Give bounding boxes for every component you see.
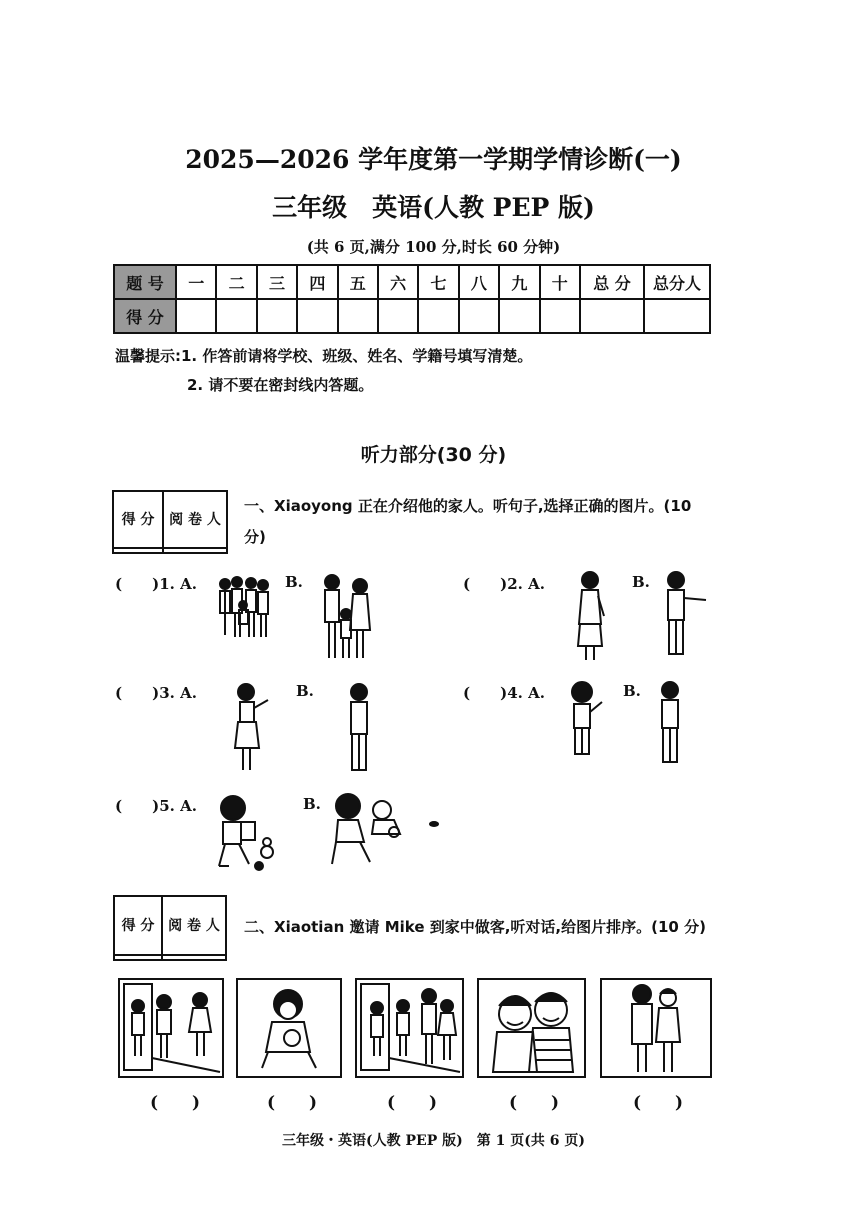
- score-col: 总分人: [644, 265, 710, 299]
- q2-answer-blank-2[interactable]: ( ): [267, 1093, 318, 1113]
- q2-grader-box: [113, 895, 227, 961]
- q1-item-1-b: B.: [285, 573, 303, 591]
- score-table: [113, 264, 711, 334]
- score-cell[interactable]: [540, 299, 580, 333]
- score-cell[interactable]: [418, 299, 458, 333]
- q2-picture-3: [355, 978, 464, 1078]
- q1-item-4-label: ( )4. A.: [463, 684, 545, 702]
- grader-reviewer-cell[interactable]: [162, 955, 226, 960]
- tips-line1: 温馨提示:1. 作答前请将学校、班级、姓名、学籍号填写清楚。: [115, 347, 533, 365]
- woman-picture: [572, 570, 608, 662]
- listening-section-title: 听力部分(30 分): [360, 444, 507, 466]
- score-cell[interactable]: [176, 299, 216, 333]
- exam-subject: 三年级 英语(人教 PEP 版): [272, 193, 595, 222]
- q1-item-2-b: B.: [632, 573, 650, 591]
- q2-picture-1: [118, 978, 224, 1078]
- q1-item-5-b: B.: [303, 795, 321, 813]
- score-col: 二: [216, 265, 256, 299]
- q1-item-2-label: ( )2. A.: [463, 575, 545, 593]
- q1-item-5-label: ( )5. A.: [115, 797, 197, 815]
- page-footer: 三年级・英语(人教 PEP 版) 第 1 页(共 6 页): [282, 1133, 585, 1149]
- girl-waving-picture: [230, 682, 272, 774]
- score-cell[interactable]: [499, 299, 539, 333]
- q2-answer-blank-1[interactable]: ( ): [150, 1093, 201, 1113]
- q1-item-4-b: B.: [623, 682, 641, 700]
- score-col: 七: [418, 265, 458, 299]
- score-table-row-label: 得 分: [114, 299, 176, 333]
- score-cell[interactable]: [338, 299, 378, 333]
- man-standing-picture: [345, 682, 373, 774]
- q2-answer-blank-4[interactable]: ( ): [509, 1093, 560, 1113]
- score-col: 六: [378, 265, 418, 299]
- exam-info: (共 6 页,满分 100 分,时长 60 分钟): [306, 238, 561, 256]
- grader-score-label: 得 分: [114, 896, 162, 955]
- score-cell[interactable]: [580, 299, 644, 333]
- boy-waving-picture: [566, 680, 608, 762]
- man-pointing-picture: [660, 570, 708, 660]
- boy-standing-picture: [656, 680, 686, 766]
- score-cell[interactable]: [378, 299, 418, 333]
- q1-title-line2: 分): [244, 528, 266, 546]
- score-table-header-label: 题 号: [114, 265, 176, 299]
- q1-item-3-b: B.: [296, 682, 314, 700]
- girl-sitting-picture: [215, 792, 285, 874]
- score-table-score-row: [114, 299, 710, 333]
- score-col: 十: [540, 265, 580, 299]
- q1-title: [244, 491, 724, 553]
- q2-answer-blank-5[interactable]: ( ): [633, 1093, 684, 1113]
- score-col: 八: [459, 265, 499, 299]
- grader-score-label: 得 分: [113, 491, 163, 548]
- exam-title: 2025—2026 学年度第一学期学情诊断(一): [185, 145, 682, 174]
- score-col: 四: [297, 265, 337, 299]
- family-group-picture: [215, 575, 271, 641]
- grader-reviewer-cell[interactable]: [163, 548, 227, 553]
- boy-and-baby-picture: [330, 792, 445, 872]
- score-col: 三: [257, 265, 297, 299]
- score-cell[interactable]: [297, 299, 337, 333]
- score-cell[interactable]: [644, 299, 710, 333]
- q1-grader-box: [112, 490, 228, 554]
- q1-title-line1: 一、Xiaoyong 正在介绍他的家人。听句子,选择正确的图片。(10: [244, 497, 692, 515]
- q2-answer-blank-3[interactable]: ( ): [387, 1093, 438, 1113]
- score-col: 九: [499, 265, 539, 299]
- score-cell[interactable]: [257, 299, 297, 333]
- tips-line2: 2. 请不要在密封线内答题。: [187, 376, 374, 394]
- q2-picture-4: [477, 978, 586, 1078]
- parents-child-picture: [320, 572, 372, 662]
- grader-score-cell[interactable]: [114, 955, 162, 960]
- score-cell[interactable]: [216, 299, 256, 333]
- score-col: 总 分: [580, 265, 644, 299]
- q2-picture-2: [236, 978, 342, 1078]
- q1-item-1-label: ( )1. A.: [115, 575, 197, 593]
- score-table-header-row: [114, 265, 710, 299]
- score-cell[interactable]: [459, 299, 499, 333]
- q2-picture-5: [600, 978, 712, 1078]
- score-col: 一: [176, 265, 216, 299]
- grader-score-cell[interactable]: [113, 548, 163, 553]
- grader-reviewer-label: 阅 卷 人: [162, 896, 226, 955]
- score-col: 五: [338, 265, 378, 299]
- q1-item-3-label: ( )3. A.: [115, 684, 197, 702]
- q2-title: 二、Xiaotian 邀请 Mike 到家中做客,听对话,给图片排序。(10 分): [244, 918, 706, 936]
- grader-reviewer-label: 阅 卷 人: [163, 491, 227, 548]
